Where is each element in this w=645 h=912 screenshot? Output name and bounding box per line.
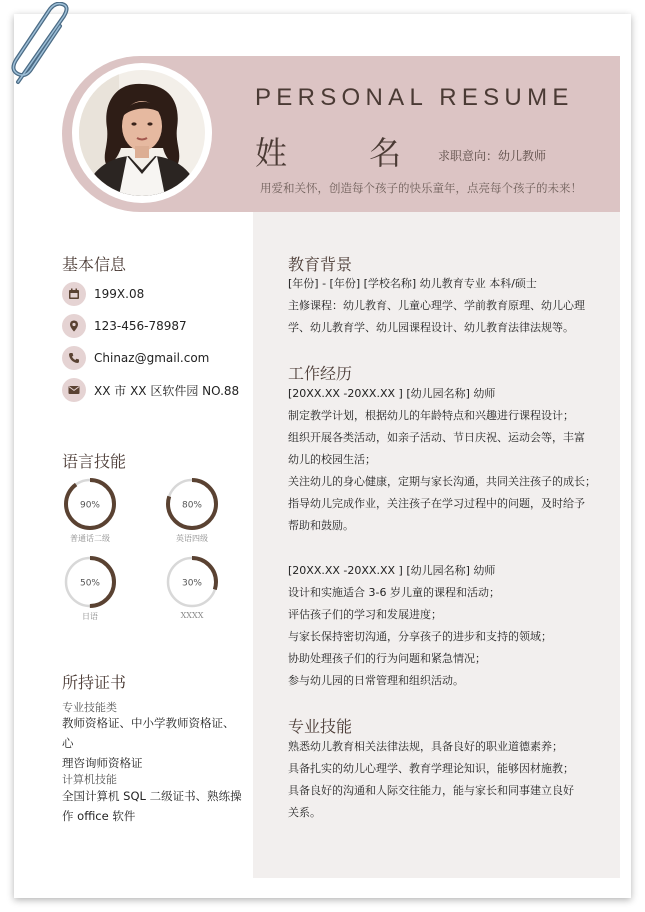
language-gauge — [62, 554, 118, 622]
address-text: XX 市 XX 区软件园 NO.88 — [94, 383, 240, 398]
work-line: [20XX.XX -20XX.XX ] [幼儿园名称] 幼师 — [288, 387, 496, 400]
paperclip-icon — [6, 2, 76, 88]
gauge-percent-label: 50% — [79, 578, 101, 589]
location-icon — [62, 314, 86, 338]
gauge-percent-label: 80% — [181, 500, 203, 511]
cert-group-text — [62, 786, 242, 826]
work-line: 与家长保持密切沟通，分享孩子的进步和支持的领域； — [288, 630, 552, 643]
education-body — [288, 273, 592, 339]
gauge-language-name: 英语四级 — [176, 534, 208, 543]
skills-line: 熟悉幼儿教育相关法律法规，具备良好的职业道德素养； — [288, 740, 563, 753]
cert-line: 理咨询师资格证 — [62, 756, 143, 770]
cert-group-subtitle: 专业技能类 — [62, 701, 117, 714]
cert-group-subtitle: 计算机技能 — [62, 773, 117, 786]
work-line: [20XX.XX -20XX.XX ] [幼儿园名称] 幼师 — [288, 564, 496, 577]
basic-info-title: 基本信息 — [62, 255, 127, 274]
cert-line: 教师资格证、中小学教师资格证、心 — [62, 716, 235, 750]
language-gauge — [164, 554, 220, 620]
language-gauge — [164, 476, 220, 544]
contact-email — [62, 346, 209, 370]
skills-line: 关系。 — [288, 806, 321, 819]
work-job-2 — [288, 560, 592, 692]
skills-line: 具备扎实的幼儿心理学、教育学理论知识，能够因材施教； — [288, 762, 574, 775]
contact-birthday — [62, 282, 144, 306]
gauge-language-name: 普通话二级 — [70, 534, 110, 543]
gauge-percent-label: 30% — [181, 578, 203, 589]
phone-icon — [62, 346, 86, 370]
language-gauge — [62, 476, 118, 544]
work-job-1 — [288, 383, 596, 537]
job-intent: 求职意向：幼儿教师 — [438, 149, 547, 163]
skills-body — [288, 736, 592, 824]
work-line: 组织开展各类活动，如亲子活动、节日庆祝、运动会等，丰富 — [288, 431, 585, 444]
birthday-text: 199X.08 — [94, 287, 145, 301]
calendar-icon — [62, 282, 86, 306]
education-title: 教育背景 — [288, 255, 353, 274]
work-line: 评估孩子们的学习和发展进度； — [288, 608, 442, 621]
contact-address — [62, 378, 239, 402]
contact-phone — [62, 314, 187, 338]
work-line: 协助处理孩子们的行为问题和紧急情况； — [288, 652, 486, 665]
language-skills-title: 语言技能 — [62, 452, 127, 471]
cert-group-text — [62, 713, 242, 773]
resume-title: PERSONAL RESUME — [255, 84, 574, 111]
certificates-title: 所持证书 — [62, 673, 127, 692]
gauge-language-name: XXXX — [180, 611, 204, 620]
work-line: 关注幼儿的身心健康，定期与家长沟通，共同关注孩子的成长； — [288, 475, 596, 488]
education-line: 学、幼儿教育学、幼儿园课程设计、幼儿教育法律法规等。 — [288, 321, 574, 334]
work-line: 帮助和鼓励。 — [288, 519, 354, 532]
work-line: 设计和实施适合 3-6 岁儿童的课程和活动； — [288, 586, 500, 599]
slogan: 用爱和关怀，创造每个孩子的快乐童年，点亮每个孩子的未来！ — [260, 181, 582, 195]
professional-skills-title: 专业技能 — [288, 717, 353, 736]
cert-line: 作 office 软件 — [62, 809, 136, 823]
skills-line: 具备良好的沟通和人际交往能力，能与家长和同事建立良好 — [288, 784, 574, 797]
mail-icon — [62, 378, 86, 402]
education-line: 主修课程：幼儿教育、儿童心理学、学前教育原理、幼儿心理 — [288, 299, 585, 312]
cert-line: 全国计算机 SQL 二级证书、熟练操 — [62, 789, 242, 803]
email-text: Chinaz@gmail.com — [94, 351, 210, 365]
work-experience-title: 工作经历 — [288, 364, 353, 383]
work-line: 指导幼儿完成作业，关注孩子在学习过程中的问题，及时给予 — [288, 497, 585, 510]
avatar — [79, 70, 205, 196]
gauge-language-name: 日语 — [82, 612, 98, 621]
education-line: [年份] - [年份] [学校名称] 幼儿教育专业 本科/硕士 — [288, 277, 537, 290]
phone-text: 123-456-78987 — [94, 319, 187, 333]
work-line: 制定教学计划，根据幼儿的年龄特点和兴趣进行课程设计； — [288, 409, 574, 422]
work-line: 幼儿的校园生活； — [288, 453, 376, 466]
name: 姓 名 — [255, 134, 438, 172]
gauge-percent-label: 90% — [79, 500, 101, 511]
work-line: 参与幼儿园的日常管理和组织活动。 — [288, 674, 464, 687]
